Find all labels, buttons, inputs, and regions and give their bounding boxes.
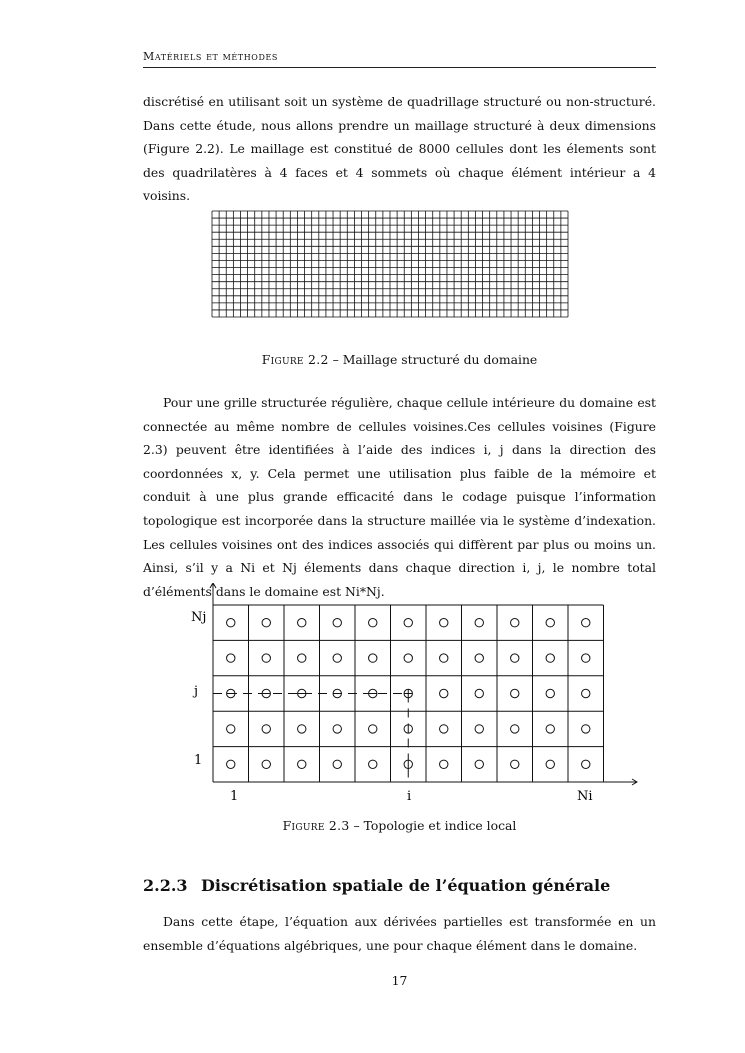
cell-center-node xyxy=(333,760,341,768)
section-number: 2.2.3 xyxy=(143,876,188,895)
section-heading xyxy=(143,876,656,895)
cell-center-node xyxy=(546,619,554,627)
paragraph-1: discrétisé en utilisant soit un système de quadrillage structuré ou non-structuré. Dans cette étude, nous allons prendre un maillage structuré à deux dimensions (Figure 2.2). Le maillage est constitué de 8000 cellules dont les élements sont des quadrilatères à 4 faces et 4 sommets où chaque élément intérieur a 4 voisins. xyxy=(143,94,656,204)
cell-center-node xyxy=(369,725,377,733)
cell-center-node xyxy=(511,619,519,627)
cell-center-node xyxy=(262,725,270,733)
x-label-1: 1 xyxy=(230,789,239,804)
section-title: Discrétisation spatiale de l’équation générale xyxy=(201,876,611,895)
cell-center-node xyxy=(227,760,235,768)
figure-2-3-topology xyxy=(180,583,645,808)
cell-center-node xyxy=(298,654,306,662)
cell-center-node xyxy=(546,654,554,662)
x-label-ni: Ni xyxy=(577,789,593,804)
cell-center-node xyxy=(262,760,270,768)
cell-center-node xyxy=(227,725,235,733)
cell-center-node xyxy=(582,725,590,733)
cell-center-node xyxy=(227,654,235,662)
y-label-nj: Nj xyxy=(191,610,207,625)
cell-center-node xyxy=(546,760,554,768)
cell-center-node xyxy=(333,619,341,627)
cell-center-node xyxy=(546,725,554,733)
cell-center-node xyxy=(333,725,341,733)
figure-2-2-label: Figure 2.2 xyxy=(261,352,329,367)
figure-2-3-caption-text: – Topologie et indice local xyxy=(349,818,517,833)
y-label-j: j xyxy=(194,684,199,699)
x-label-i: i xyxy=(407,789,412,804)
figure-2-2-caption-text: – Maillage structuré du domaine xyxy=(328,352,538,367)
cell-center-node xyxy=(511,725,519,733)
cell-center-node xyxy=(333,654,341,662)
cell-center-node xyxy=(582,654,590,662)
paragraph-2: Pour une grille structurée régulière, chaque cellule intérieure du domaine est connectée au même nombre de cellules voisines.Ces cellules voisines (Figure 2.3) peuvent être identifiées à l’aide des indices i, j dans la direction des coordonnées x, y. Cela permet une utilisation plus faible de la mémoire et conduit à une plus grande efficacité dans le codage puisque l’information topologique est incorporée dans la structure maillée via le système d’indexation. Les cellules voisines ont des indices associés qui diffèrent par plus ou moins un. Ainsi, s’il y a Ni et Nj élements dans chaque direction i, j, le nombre total d’éléments dans le domaine est Ni*Nj. xyxy=(143,395,656,599)
cell-center-node xyxy=(475,619,483,627)
cell-center-node xyxy=(546,689,554,697)
cell-center-node xyxy=(262,619,270,627)
cell-center-node xyxy=(440,725,448,733)
cell-center-node xyxy=(404,619,412,627)
figure-2-3-label: Figure 2.3 xyxy=(282,818,350,833)
cell-center-node xyxy=(298,760,306,768)
cell-center-node xyxy=(227,619,235,627)
cell-center-node xyxy=(475,689,483,697)
cell-center-node xyxy=(298,725,306,733)
cell-center-node xyxy=(369,760,377,768)
cell-center-node xyxy=(475,654,483,662)
header-rule xyxy=(143,67,656,68)
cell-center-node xyxy=(440,760,448,768)
cell-center-node xyxy=(475,760,483,768)
cell-center-node xyxy=(475,725,483,733)
cell-center-node xyxy=(440,654,448,662)
cell-center-node xyxy=(262,654,270,662)
cell-center-node xyxy=(582,760,590,768)
paragraph-3: Dans cette étape, l’équation aux dérivées partielles est transformée en un ensemble d’équations algébriques, une pour chaque élément dans le domaine. xyxy=(143,914,656,953)
cell-center-node xyxy=(440,619,448,627)
figure-2-2-caption xyxy=(143,352,656,367)
cell-center-node xyxy=(404,654,412,662)
cell-center-node xyxy=(582,619,590,627)
page-number: 17 xyxy=(391,973,408,988)
cell-center-node xyxy=(511,760,519,768)
cell-center-node xyxy=(369,654,377,662)
figure-2-3-caption xyxy=(143,818,656,833)
running-header: Matériels et méthodes xyxy=(143,50,279,63)
figure-2-2-mesh xyxy=(211,210,569,318)
cell-center-node xyxy=(298,619,306,627)
y-label-1: 1 xyxy=(194,753,203,768)
cell-center-node xyxy=(369,619,377,627)
cell-center-node xyxy=(440,689,448,697)
cell-center-node xyxy=(511,654,519,662)
cell-center-node xyxy=(511,689,519,697)
cell-center-node xyxy=(582,689,590,697)
